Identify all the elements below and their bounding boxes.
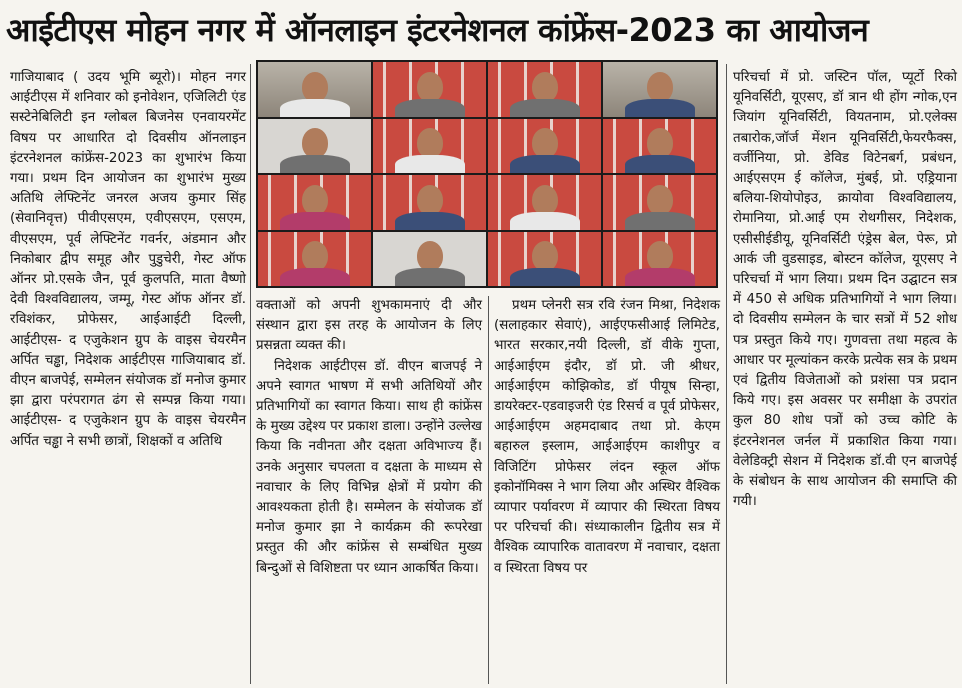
participant-head bbox=[647, 72, 673, 102]
participant-tile bbox=[603, 232, 716, 287]
column-paragraph: प्रथम प्लेनरी सत्र रवि रंजन मिश्रा, निदेशक (सलाहकार सेवाएं), आईएफसीआई लिमिटेड, भारत सरकार,नयी दिल्ली, डॉ वीके गुप्ता, आईआईएम इंदौर, डॉ प्रो. जी श्रीधर, आईआईएम कोझिकोड, डॉ पीयूष सिन्हा, डायरेक्टर-एडवाइजरी एंड रिसर्च व पूर्व प्रोफेसर, आईआईएम अहमदाबाद तथा प्रो. केएम बहारुल इस्लाम, आईआईएम काशीपुर व विजिटिंग प्रोफेसर लंदन स्कूल ऑफ इकोनॉमिक्स ने भाग लिया और अस्थिर वैश्विक व्यापार पर्यावरण में व्यापार की स्थिरता विषय पर परिचर्चा की। संध्याकालीन द्वितीय सत्र में वैश्विक व्यापारिक वातावरण में नवाचार, दक्षता व स्थिरता विषय पर bbox=[494, 298, 720, 576]
column-paragraph: परिचर्चा में प्रो. जस्टिन पॉल, प्यूर्टो रिको यूनिवर्सिटी, यूएसए, डॉ त्रान थी होंग न्गोक,एन जियांग यूनिवर्सिटी, वियतनाम, प्रो.एलेक्स तबारोक,जॉर्ज मेंशन यूनिवर्सिटी,फेयरफैक्स, वर्जीनिया, प्रो. डेविड विटेनबर्ग, प्रबंधन, आईएसएम ई कॉलेज, मुंबई, प्रो. एड्रियाना बलिया-शियोपोइउ, क्रायोवा विश्वविद्यालय, रोमानिया, प्रो.आई एम रोथगीसर, निदेशक, एसीसीईडीयू, यूनिवर्सिटी एंड्रेस बेल, पेरू, प्रो आर्क जी वुडसाइड, बोस्टन कॉलेज, यूएसए ने परिचर्चा में भाग लिया। प्रथम दिन उद्घाटन सत्र में 450 से अधिक प्रतिभागियों ने भाग लिया। दो दिवसीय सम्मेलन के चार सत्रों में 52 शोध पत्र प्रस्तुत किये गए। गुणवत्ता तथा महत्व के आधार पर मूल्यांकन करके प्रत्येक सत्र के प्रथम एवं द्वितीय विजेताओं को प्रशंसा पत्र प्रदान किये गए। इस अवसर पर समीक्षा के उपरांत कुल 80 शोध पत्रों को उच्च कोटि के इंटरनेशनल जर्नल में प्रकाशित किया गया। वेलेडिक्ट्री सेशन में निदेशक डॉ.वी एन बाजपेई के संबोधन के साथ आयोजन की समाप्ति की गयी। bbox=[733, 70, 957, 510]
column-divider bbox=[726, 64, 727, 684]
participant-body bbox=[510, 212, 580, 230]
participant-head bbox=[647, 241, 673, 271]
video-conference-photo bbox=[256, 60, 718, 288]
participant-tile bbox=[258, 232, 371, 287]
column-divider bbox=[488, 296, 489, 684]
participant-body bbox=[625, 268, 695, 286]
participant-head bbox=[532, 128, 558, 158]
headline: आईटीएस मोहन नगर में ऑनलाइन इंटरनेशनल कांफ्रेंस-2023 का आयोजन bbox=[6, 11, 869, 49]
column-paragraph: वक्ताओं को अपनी शुभकामनाएं दी और संस्थान द्वारा इस तरह के आयोजन के लिए प्रसन्नता व्यक्त की। bbox=[256, 298, 482, 354]
participant-head bbox=[647, 128, 673, 158]
participant-tile bbox=[603, 175, 716, 230]
participant-body bbox=[395, 155, 465, 173]
participant-head bbox=[417, 72, 443, 102]
participant-tile bbox=[373, 62, 486, 117]
participant-tile bbox=[488, 232, 601, 287]
participant-body bbox=[510, 99, 580, 117]
participant-body bbox=[625, 212, 695, 230]
participant-head bbox=[417, 128, 443, 158]
participant-head bbox=[302, 185, 328, 215]
participant-tile bbox=[603, 62, 716, 117]
participant-body bbox=[395, 99, 465, 117]
participant-body bbox=[395, 212, 465, 230]
participant-tile bbox=[373, 119, 486, 174]
participant-body bbox=[395, 268, 465, 286]
participant-tile bbox=[258, 62, 371, 117]
participant-body bbox=[280, 155, 350, 173]
participant-tile bbox=[258, 175, 371, 230]
participant-tile bbox=[488, 62, 601, 117]
participant-head bbox=[417, 241, 443, 271]
participant-head bbox=[302, 128, 328, 158]
participant-tile bbox=[258, 119, 371, 174]
column-paragraph: निदेशक आईटीएस डॉ. वीएन बाजपई ने अपने स्वागत भाषण में सभी अतिथियों और प्रतिभागियों का स्वागत किया। साथ ही कांफ्रेंस के मुख्य उद्देश्य पर प्रकाश डाला। उन्होंने उल्लेख किया कि नवीनता और दक्षता अविभाज्य हैं। उनके अनुसार चपलता व दक्षता के माध्यम से नवाचार के लिए विभिन्न क्षेत्रों में प्रयोग की आवश्यकता होती है। सम्मेलन के संयोजक डॉ मनोज कुमार झा ने कार्यक्रम की रूपरेखा प्रस्तुत की और कांफ्रेंस से सम्बंधित मुख्य बिन्दुओं से विशिष्टता पर ध्यान आकर्षित किया। bbox=[256, 358, 482, 576]
participant-body bbox=[280, 99, 350, 117]
participant-body bbox=[625, 99, 695, 117]
participant-tile bbox=[488, 175, 601, 230]
participant-head bbox=[532, 241, 558, 271]
participant-head bbox=[532, 185, 558, 215]
participant-head bbox=[532, 72, 558, 102]
article-column-4 bbox=[733, 68, 957, 512]
participant-tile bbox=[603, 119, 716, 174]
participant-tile bbox=[373, 232, 486, 287]
participant-tile bbox=[488, 119, 601, 174]
participant-head bbox=[647, 185, 673, 215]
participant-head bbox=[302, 72, 328, 102]
participant-body bbox=[280, 268, 350, 286]
participant-body bbox=[510, 155, 580, 173]
participant-body bbox=[625, 155, 695, 173]
column-divider bbox=[250, 64, 251, 684]
article-column-3 bbox=[494, 296, 720, 579]
participant-body bbox=[510, 268, 580, 286]
participant-head bbox=[417, 185, 443, 215]
participant-body bbox=[280, 212, 350, 230]
column-paragraph: गाजियाबाद ( उदय भूमि ब्यूरो)। मोहन नगर आईटीएस में शनिवार को इनोवेशन, एजिलिटी एंड सस्टेनेबिलिटी इन ग्लोबल बिजनेस एनवायरमेंट विषय पर आधारित दो दिवसीय ऑनलाइन इंटरनेशनल कांफ्रेंस-2023 का शुभारंभ किया गया। प्रथम दिन आयोजन का शुभारंभ मुख्य अतिथि लेफ्टिनेंट जनरल अजय कुमार सिंह (सेवानिवृत्त) पीवीएसएम, एवीएसएम, एसएम, वीएसएम, पूर्व लेफ्टिनेंट गवर्नर, अंडमान और निकोबार द्वीप समूह और पुडुचेरी, गेस्ट ऑफ ऑनर प्रो.एसके जैन, पूर्व कुलपति, माता वैष्णो देवी विश्वविद्यालय, जम्मू, गेस्ट ऑफ ऑनर डॉ. रविशंकर, प्रोफेसर, आईआईटी दिल्ली, आईटीएस- द एजुकेशन ग्रुप के वाइस चेयरमैन अर्पित चड्ढा, निदेशक आईटीएस गाजियाबाद डॉ. वीएन बाजपेई, सम्मेलन संयोजक डॉ मनोज कुमार झा द्वारा परंपरागत ढंग से सम्पन्न किया गया। आईटीएस- द एजुकेशन ग्रुप के वाइस चेयरमैन अर्पित चड्ढा ने सभी छात्रों, शिक्षकों व अतिथि bbox=[10, 70, 246, 449]
article-column-2 bbox=[256, 296, 482, 579]
article-column-1 bbox=[10, 68, 246, 452]
participant-tile bbox=[373, 175, 486, 230]
participant-head bbox=[302, 241, 328, 271]
